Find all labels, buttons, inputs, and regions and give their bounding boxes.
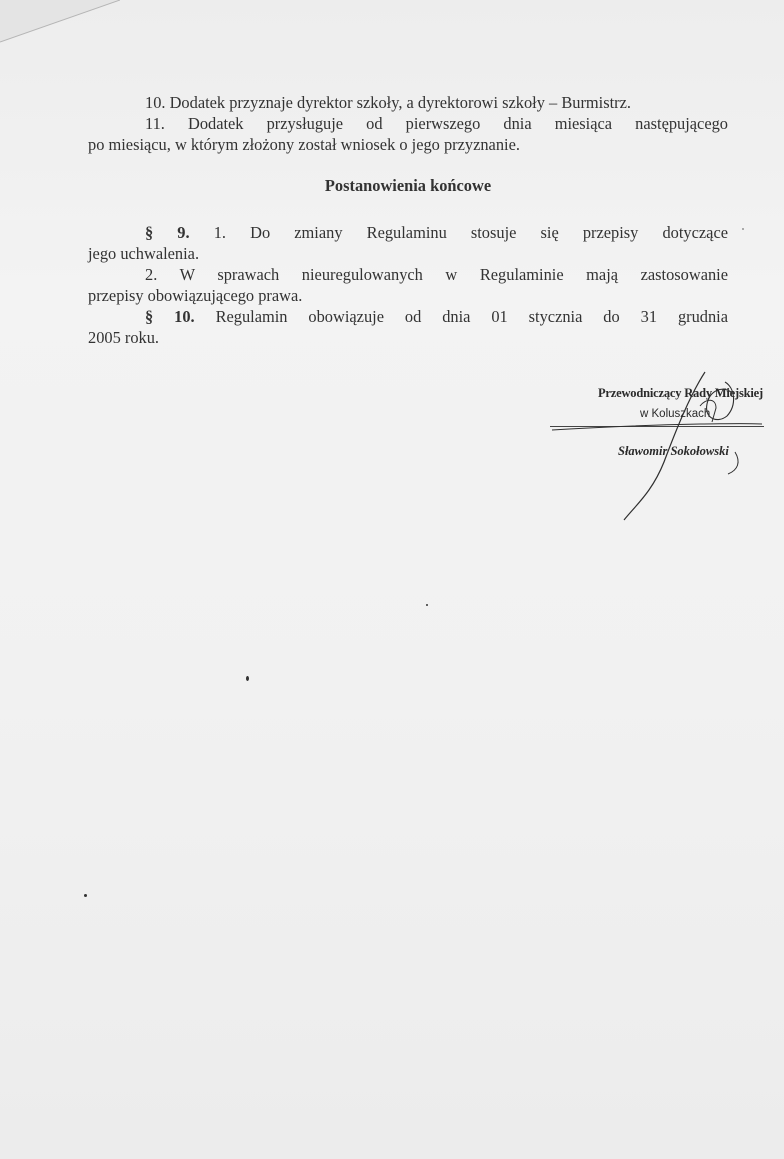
- scan-speck: [84, 894, 87, 897]
- paragraph-10: 10. Dodatek przyznaje dyrektor szkoły, a dyrektorowi szkoły – Burmistrz.: [145, 93, 631, 112]
- stamp-name: Sławomir Sokołowski: [618, 444, 729, 458]
- scan-speck: [426, 604, 428, 606]
- paragraph-11-line-2: po miesiącu, w którym złożony został wniosek o jego przyznanie.: [88, 135, 520, 154]
- final-provisions: [88, 222, 728, 348]
- closing-paragraphs: [88, 92, 728, 155]
- section-9-text: 1. Do zmiany Regulaminu stosuje się przepisy dotyczące: [213, 223, 728, 242]
- section-10-text: Regulamin obowiązuje od dnia 01 stycznia do 31 grudnia: [215, 307, 729, 326]
- section-9-item-2-line-1: 2. W sprawach nieuregulowanych w Regulaminie mają zastosowanie: [145, 265, 728, 284]
- section-9-item-2-line-2: przepisy obowiązującego prawa.: [88, 286, 303, 305]
- scan-speck: [246, 676, 249, 681]
- section-10-line-1: [88, 306, 728, 327]
- section-10-marker: § 10.: [145, 307, 195, 326]
- section-10-line-2: 2005 roku.: [88, 328, 160, 347]
- page-corner-fold: [0, 0, 120, 50]
- section-heading: Postanowienia końcowe: [324, 176, 492, 195]
- stamp-divider: [550, 426, 764, 427]
- section-9-line-2: jego uchwalenia.: [88, 244, 200, 263]
- stamp-title: Przewodniczący Rady Miejskiej: [598, 386, 763, 400]
- scan-speck: [742, 228, 744, 230]
- section-9-line-1: [88, 222, 728, 243]
- paragraph-11-line-1: 11. Dodatek przysługuje od pierwszego dnia miesiąca następującego: [145, 114, 728, 133]
- section-9-marker: § 9.: [145, 223, 190, 242]
- stamp-place: w Koluszkach: [640, 408, 711, 420]
